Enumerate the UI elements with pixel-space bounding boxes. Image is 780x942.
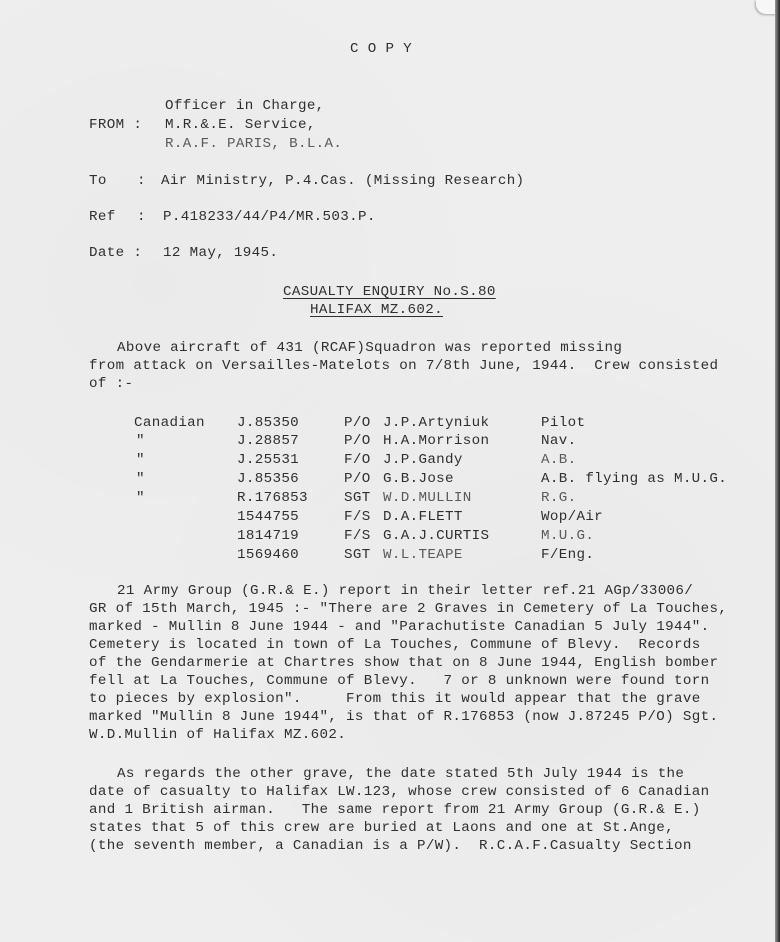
crew-name: W.D.MULLIN [383, 490, 472, 506]
crew-row [0, 451, 780, 469]
enquiry-title: CASUALTY ENQUIRY No.S.80 [283, 284, 496, 300]
crew-name: D.A.FLETT [383, 509, 463, 525]
crew-row [0, 527, 780, 545]
crew-row [0, 414, 780, 432]
crew-row [0, 489, 780, 507]
intro-line-3: of :- [89, 376, 134, 392]
paragraph-line: W.D.Mullin of Halifax MZ.602. [89, 727, 347, 743]
crew-role: Pilot [541, 415, 586, 431]
crew-rank: F/S [344, 528, 371, 544]
paragraph-line: (the seventh member, a Canadian is a P/W). R.C.A.F.Casualty Section [89, 838, 692, 854]
aircraft-title: HALIFAX MZ.602. [310, 302, 443, 318]
paragraph-line: Cemetery is located in town of La Touches, Commune of Blevy. Records [89, 637, 701, 653]
crew-number: 1569460 [237, 547, 300, 563]
crew-nationality: " [136, 452, 145, 468]
crew-row [0, 546, 780, 564]
crew-table [0, 414, 780, 564]
crew-number: J.85350 [237, 415, 300, 431]
from-line-2: M.R.&.E. Service, [165, 117, 316, 133]
paragraph-line: and 1 British airman. The same report from 21 Army Group (G.R.& E.) [89, 802, 701, 818]
paragraph-line: date of casualty to Halifax LW.123, whose crew consisted of 6 Canadian [89, 784, 710, 800]
ref-value: P.418233/44/P4/MR.503.P. [163, 209, 376, 225]
crew-name: W.L.TEAPE [383, 547, 463, 563]
to-colon: : [137, 173, 146, 189]
crew-rank: F/S [344, 509, 371, 525]
crew-nationality: Canadian [134, 415, 205, 431]
crew-number: 1544755 [237, 509, 300, 525]
paragraph-line: As regards the other grave, the date stated 5th July 1944 is the [117, 766, 685, 782]
crew-rank: F/O [344, 452, 371, 468]
paragraph-line: marked - Mullin 8 June 1944 - and "Parachutiste Canadian 5 July 1944". [89, 619, 710, 635]
paragraph-line: 21 Army Group (G.R.& E.) report in their letter ref.21 AGp/33006/ [117, 583, 694, 599]
crew-row [0, 470, 780, 488]
crew-number: J.85356 [237, 471, 300, 487]
ref-colon: : [137, 209, 146, 225]
crew-rank: SGT [344, 490, 371, 506]
crew-rank: P/O [344, 471, 371, 487]
copy-label: C O P Y [350, 41, 413, 57]
to-value: Air Ministry, P.4.Cas. (Missing Research) [161, 173, 525, 189]
crew-role: A.B. [541, 452, 577, 468]
crew-row [0, 508, 780, 526]
paragraph-line: of the Gendarmerie at Chartres show that on 8 June 1944, English bomber [89, 655, 719, 671]
crew-name: H.A.Morrison [383, 433, 490, 449]
crew-role: Nav. [541, 433, 577, 449]
paragraph-line: states that 5 of this crew are buried at Laons and one at St.Ange, [89, 820, 675, 836]
crew-name: G.A.J.CURTIS [383, 528, 490, 544]
crew-row [0, 432, 780, 450]
crew-nationality: " [136, 471, 145, 487]
paragraph-line: marked "Mullin 8 June 1944", is that of R.176853 (now J.87245 P/O) Sgt. [89, 709, 719, 725]
crew-name: G.B.Jose [383, 471, 454, 487]
to-label: To [89, 173, 107, 189]
crew-number: J.25531 [237, 452, 300, 468]
paragraph-line: GR of 15th March, 1945 :- "There are 2 Graves in Cemetery of La Touches, [89, 601, 728, 617]
crew-nationality: " [136, 433, 145, 449]
crew-role: A.B. flying as M.U.G. [541, 471, 728, 487]
date-label: Date : [89, 245, 143, 261]
crew-number: 1814719 [237, 528, 300, 544]
from-line-1: Officer in Charge, [165, 98, 325, 114]
crew-rank: P/O [344, 433, 371, 449]
crew-role: F/Eng. [541, 547, 595, 563]
crew-role: M.U.G. [541, 528, 595, 544]
crew-name: J.P.Gandy [383, 452, 463, 468]
crew-rank: SGT [344, 547, 371, 563]
page-edge-shadow [775, 0, 780, 942]
ref-label: Ref [89, 209, 116, 225]
intro-line-1: Above aircraft of 431 (RCAF)Squadron was reported missing [117, 340, 623, 356]
crew-role: Wop/Air [541, 509, 604, 525]
crew-role: R.G. [541, 490, 577, 506]
date-value: 12 May, 1945. [163, 245, 279, 261]
crew-number: J.28857 [237, 433, 300, 449]
paragraph-line: to pieces by explosion". From this it would appear that the grave [89, 691, 701, 707]
from-line-3: R.A.F. PARIS, B.L.A. [165, 136, 343, 152]
from-label: FROM : [89, 117, 143, 133]
crew-nationality: " [136, 490, 145, 506]
paragraph-line: fell at La Touches, Commune of Blevy. 7 or 8 unknown were found torn [89, 673, 710, 689]
crew-number: R.176853 [237, 490, 308, 506]
intro-line-2: from attack on Versailles-Matelots on 7/8th June, 1944. Crew consisted [89, 358, 719, 374]
crew-name: J.P.Artyniuk [383, 415, 490, 431]
crew-rank: P/O [344, 415, 371, 431]
